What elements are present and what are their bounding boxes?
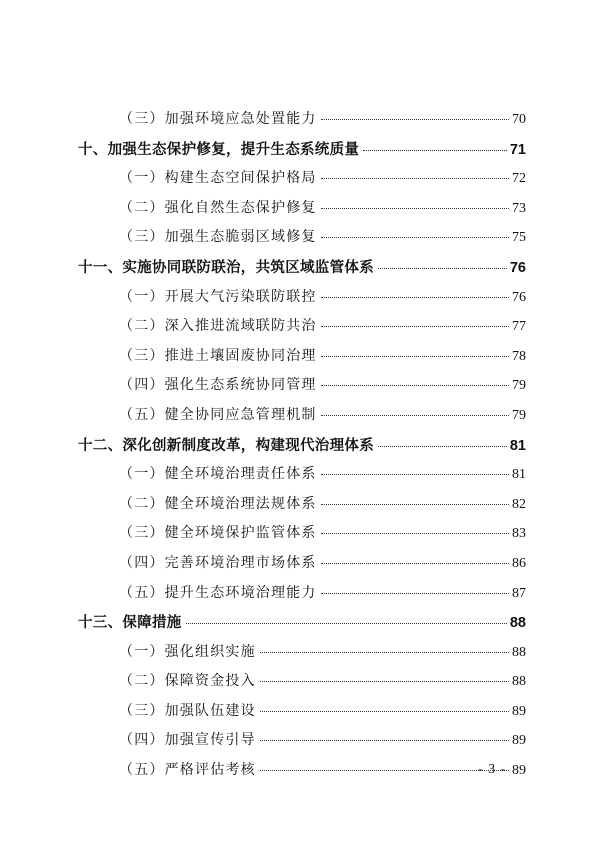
toc-section-entry[interactable]	[78, 729, 526, 759]
toc-page-number: 88	[512, 644, 526, 660]
toc-dot-leader	[321, 504, 509, 505]
toc-entry-label: （三）加强环境应急处置能力	[119, 111, 317, 127]
toc-entry-label: （二）强化自然生态保护修复	[119, 199, 317, 216]
toc-chapter-entry[interactable]	[78, 611, 526, 641]
toc-entry-label: （一）强化组织实施	[119, 643, 256, 660]
toc-section-entry[interactable]	[78, 670, 526, 700]
toc-page-number: 71	[509, 141, 526, 158]
toc-entry-label: （三）推进土壤固废协同治理	[119, 347, 317, 364]
toc-page-number: 87	[512, 585, 526, 601]
toc-section-entry[interactable]	[78, 167, 526, 197]
toc-page-number: 78	[512, 348, 526, 364]
toc-page-number: 72	[512, 171, 526, 187]
toc-section-entry[interactable]	[78, 404, 526, 434]
toc-page-number: 79	[512, 407, 526, 423]
toc-section-entry[interactable]	[78, 315, 526, 345]
toc-entry-label: （一）构建生态空间保护格局	[119, 170, 317, 187]
toc-page-number: 83	[512, 526, 526, 542]
toc-section-entry[interactable]	[78, 197, 526, 227]
toc-section-entry[interactable]	[78, 582, 526, 612]
toc-page-number: 76	[509, 259, 526, 276]
toc-section-entry[interactable]	[78, 374, 526, 404]
toc-dot-leader	[260, 652, 509, 653]
toc-entry-label: （二）保障资金投入	[119, 673, 256, 690]
toc-dot-leader	[321, 326, 509, 327]
toc-section-entry[interactable]	[78, 522, 526, 552]
toc-entry-label: 十三、保障措施	[78, 615, 182, 632]
toc-entry-label: 十一、实施协同联防联治，共筑区域监管体系	[78, 259, 374, 276]
toc-section-entry[interactable]	[78, 493, 526, 523]
toc-page-number: 79	[512, 378, 526, 394]
toc-page-number: 89	[512, 703, 526, 719]
toc-dot-leader	[321, 563, 509, 564]
toc-entry-label: （二）健全环境治理法规体系	[119, 495, 317, 512]
toc-entry-label: 十、加强生态保护修复，提升生态系统质量	[78, 141, 360, 158]
toc-dot-leader	[321, 237, 509, 238]
toc-section-entry[interactable]	[78, 700, 526, 730]
toc-page-number: 81	[509, 437, 526, 454]
toc-entry-label: （二）深入推进流域联防共治	[119, 318, 317, 335]
toc-entry-label: （三）健全环境保护监管体系	[119, 525, 317, 542]
toc-page-number: 88	[512, 674, 526, 690]
toc-dot-leader	[260, 711, 509, 712]
toc-dot-leader	[260, 681, 509, 682]
toc-entry-label: 十二、深化创新制度改革，构建现代治理体系	[78, 437, 374, 454]
toc-dot-leader	[260, 740, 509, 741]
toc-chapter-entry[interactable]	[78, 256, 526, 286]
toc-page-number: 82	[512, 496, 526, 512]
toc-page-number: 86	[512, 555, 526, 571]
toc-dot-leader	[321, 385, 509, 386]
toc-section-entry[interactable]	[78, 759, 526, 789]
toc-page-number: 81	[512, 467, 526, 483]
toc-section-entry[interactable]	[78, 641, 526, 671]
toc-page-number: 76	[512, 289, 526, 305]
toc-chapter-entry[interactable]	[78, 138, 526, 168]
toc-entry-label: （四）加强宣传引导	[119, 732, 256, 749]
toc-section-entry[interactable]	[78, 108, 526, 138]
toc-dot-leader	[321, 533, 509, 534]
page-number: - 3 -	[478, 762, 507, 777]
toc-entry-label: （四）强化生态系统协同管理	[119, 377, 317, 394]
toc-dot-leader	[378, 446, 507, 447]
toc-entry-label: （五）健全协同应急管理机制	[119, 406, 317, 423]
toc-page-number: 89	[512, 763, 526, 779]
toc-dot-leader	[260, 770, 509, 771]
toc-page-number: 89	[512, 733, 526, 749]
toc-entry-label: （一）开展大气污染联防联控	[119, 288, 317, 305]
toc-entry-label: （三）加强生态脆弱区域修复	[119, 229, 317, 246]
toc-dot-leader	[321, 297, 509, 298]
toc-dot-leader	[378, 268, 507, 269]
toc-dot-leader	[321, 178, 509, 179]
toc-entry-label: （五）严格评估考核	[119, 762, 256, 779]
toc-dot-leader	[321, 474, 509, 475]
toc-page-number: 73	[512, 200, 526, 216]
toc-dot-leader	[321, 356, 509, 357]
toc-dot-leader	[363, 150, 507, 151]
table-of-contents	[78, 108, 526, 789]
toc-page-number: 77	[512, 319, 526, 335]
toc-section-entry[interactable]	[78, 226, 526, 256]
toc-section-entry[interactable]	[78, 286, 526, 316]
toc-entry-label: （三）加强队伍建设	[119, 702, 256, 719]
toc-dot-leader	[321, 415, 509, 416]
toc-entry-label: （五）提升生态环境治理能力	[119, 584, 317, 601]
toc-dot-leader	[321, 119, 509, 120]
toc-section-entry[interactable]	[78, 552, 526, 582]
toc-page-number: 75	[512, 230, 526, 246]
toc-dot-leader	[186, 623, 507, 624]
toc-entry-label: （四）完善环境治理市场体系	[119, 554, 317, 571]
toc-section-entry[interactable]	[78, 463, 526, 493]
toc-dot-leader	[321, 208, 509, 209]
toc-page-number: 88	[509, 615, 526, 632]
toc-entry-label: （一）健全环境治理责任体系	[119, 466, 317, 483]
toc-dot-leader	[321, 593, 509, 594]
toc-chapter-entry[interactable]	[78, 434, 526, 464]
toc-page-number: 70	[512, 112, 526, 127]
toc-section-entry[interactable]	[78, 345, 526, 375]
